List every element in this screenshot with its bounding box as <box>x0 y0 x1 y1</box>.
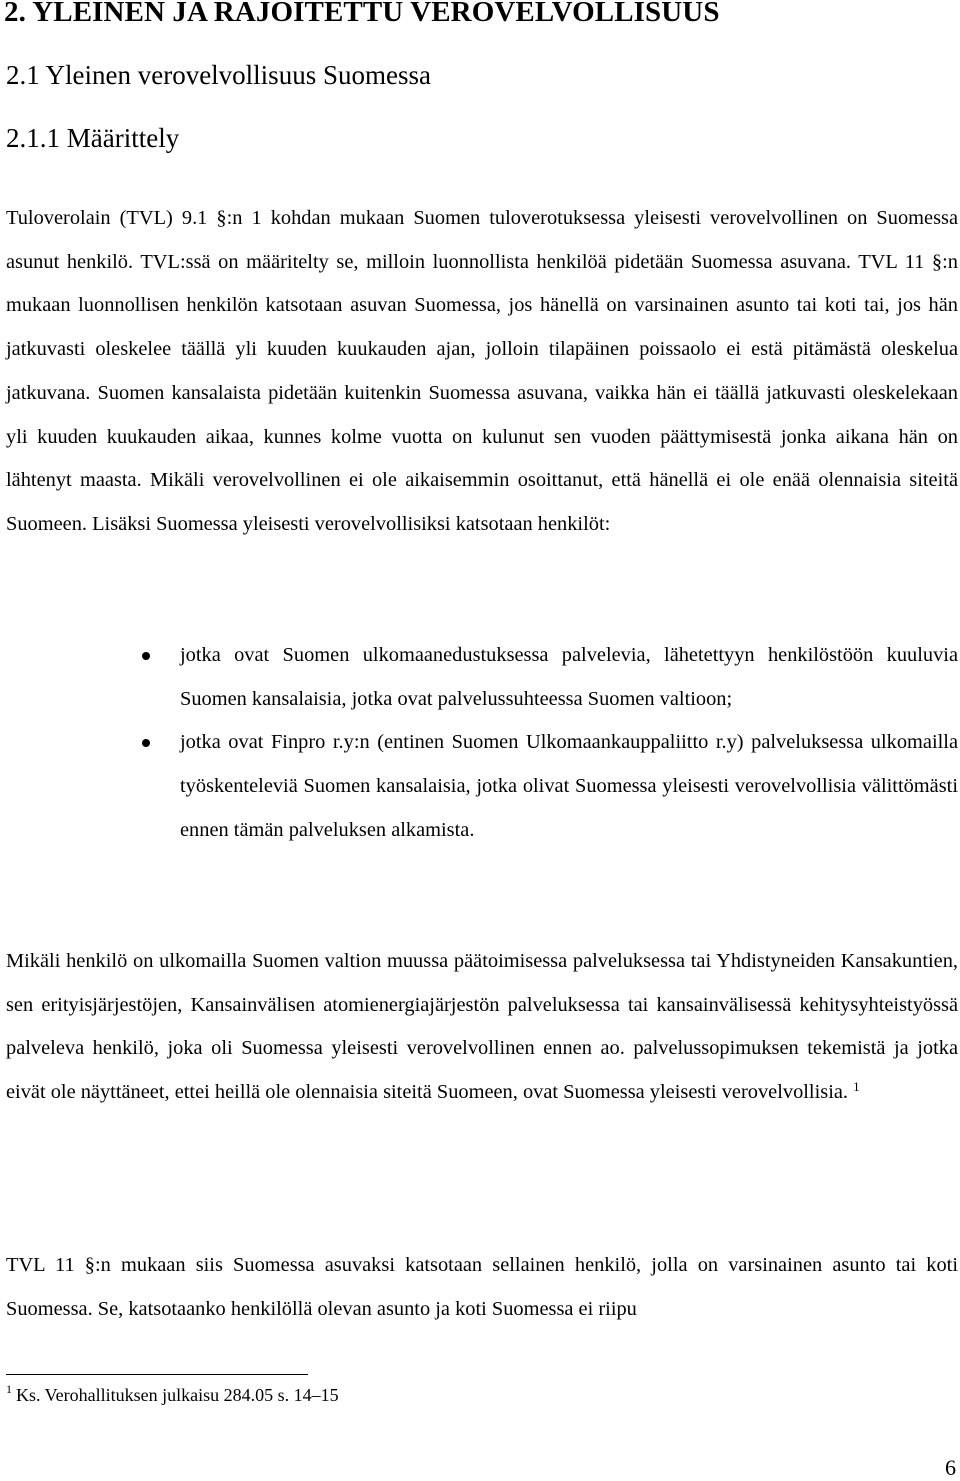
page-number: 6 <box>945 1455 956 1480</box>
footnote <box>6 1382 339 1406</box>
bullet-list <box>180 634 958 853</box>
bullet-item-1 <box>180 634 958 721</box>
body-paragraph-1: Tuloverolain (TVL) 9.1 §:n 1 kohdan mukaan Suomen tuloverotuksessa yleisesti verovelvollinen on Suomessa asunut henkilö. TVL:ssä on määritelty se, milloin luonnollista henkilöä pidetään Suomessa asuvana. TVL 11 §:n mukaan luonnollisen henkilön katsotaan asuvan Suomessa, jos hänellä on varsinainen asunto tai koti tai, jos hän jatkuvasti oleskelee täällä yli kuuden kuukauden ajan, jolloin tilapäinen poissaolo ei estä pitämästä oleskelua jatkuvana. Suomen kansalaista pidetään kuitenkin Suomessa asuvana, vaikka hän ei täällä jatkuvasti oleskelekaan yli kuuden kuukauden aikaa, kunnes kolme vuotta on kulunut sen vuoden päättymisestä jonka aikana hän on lähtenyt maasta. Mikäli verovelvollinen ei ole aikaisemmin osoittanut, että hänellä ei ole enää olennaisia siteitä Suomeen. Lisäksi Suomessa yleisesti verovelvollisiksi katsotaan henkilöt: <box>6 207 958 535</box>
bullet-icon <box>142 652 150 660</box>
body-paragraph-2 <box>6 940 958 1115</box>
body-paragraph-3: TVL 11 §:n mukaan siis Suomessa asuvaksi katsotaan sellainen henkilö, jolla on varsinainen asunto tai koti Suomessa. Se, katsotaanko henkilöllä olevan asunto ja koti Suomessa ei riipu <box>6 1254 958 1320</box>
bullet-item-2 <box>180 721 958 852</box>
body-paragraph-2-text: Mikäli henkilö on ulkomailla Suomen valtion muussa päätoimisessa palveluksessa tai Yhdistyneiden Kansakuntien, sen erityisjärjestöjen, Kansainvälisen atomienergiajärjestön palveluksessa tai kansainvälisessä kehitysyhteistyössä palveleva henkilö, joka oli Suomessa yleisesti verovelvollinen ennen ao. palvelussopimuksen tekemistä ja jotka eivät ole näyttäneet, ettei heillä ole olennaisia siteitä Suomeen, ovat Suomessa yleisesti verovelvollisia. <box>6 950 958 1104</box>
subsection-heading: 2.1.1 Määrittely <box>6 123 180 153</box>
bullet-icon <box>142 739 150 747</box>
footnote-mark: 1 <box>6 1382 12 1396</box>
bullet-item-2-text: jotka ovat Finpro r.y:n (entinen Suomen Ulkomaankauppaliitto r.y) palveluksessa ulkomailla työskenteleviä Suomen kansalaisia, jotka olivat Suomessa yleisesti verovelvollisia välittömästi ennen tämän palveluksen alkamista. <box>180 731 958 841</box>
section-heading: 2.1 Yleinen verovelvollisuus Suomessa <box>6 60 431 90</box>
chapter-heading: 2. YLEINEN JA RAJOITETTU VEROVELVOLLISUUS <box>4 0 720 28</box>
bullet-item-1-text: jotka ovat Suomen ulkomaanedustuksessa palvelevia, lähetettyyn henkilöstöön kuuluvia Suomen kansalaisia, jotka ovat palvelussuhteessa Suomen valtioon; <box>180 644 958 710</box>
footnote-reference[interactable]: 1 <box>853 1079 860 1095</box>
footnote-divider <box>6 1374 308 1375</box>
footnote-text: Ks. Verohallituksen julkaisu 284.05 s. 14–15 <box>16 1385 339 1405</box>
